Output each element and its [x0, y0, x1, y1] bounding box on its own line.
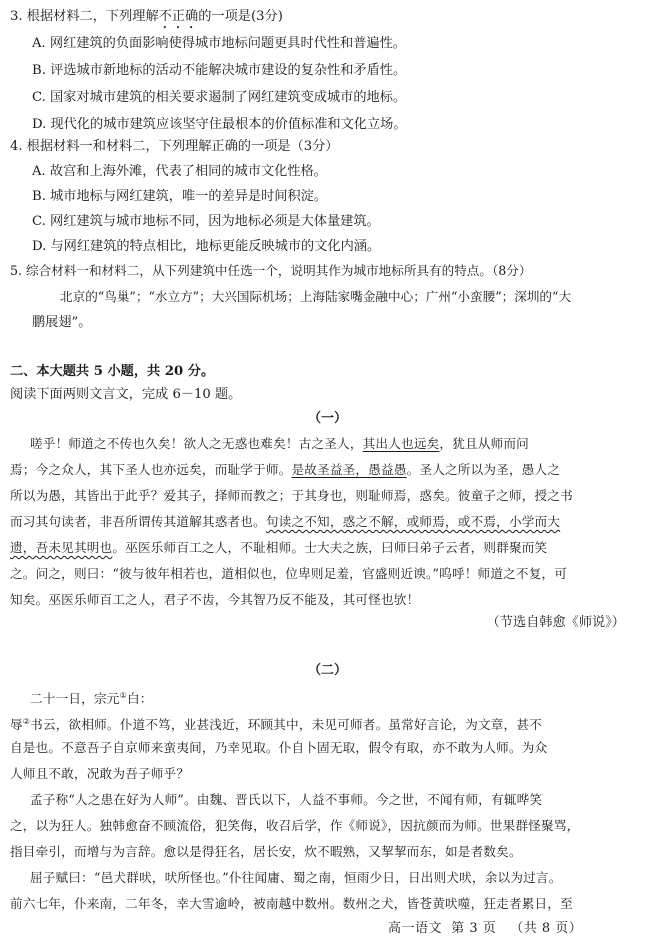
wavy-underlined-sentence: 遗，吾未见其明也 — [10, 540, 113, 555]
question-3-option-b: B. 评选城市新地标的活动不能解决城市建设的复杂性和矛盾性。 — [32, 63, 407, 78]
passage-2-line: 自是也。不意吾子自京师来蛮夷间，乃幸见取。仆自卜固无取，假令有取，亦不敢为人师。为众 — [10, 740, 548, 755]
footnote-marker: ① — [119, 691, 127, 700]
question-3-stem: 3. 根据材料二，下列理解不正确的一项是(3分) — [10, 9, 283, 24]
section-2-title: 二、本大题共 5 小题，共 20 分。 — [10, 364, 215, 379]
passage-1-line: 所以为愚，其皆出于此乎？爱其子，择师而教之；于其身也，则耻师焉，惑矣。彼童子之师，授之书 — [10, 488, 573, 503]
passage-1-line: 嗟乎！师道之不传也久矣！欲人之无惑也难矣！古之圣人，其出人也远矣，犹且从师而问 — [30, 436, 529, 451]
question-4-option-b: B. 城市地标与网红建筑，唯一的差异是时间积淀。 — [32, 189, 328, 204]
passage-1-line: 焉；今之众人，其下圣人也亦远矣，而耻学于师。是故圣益圣，愚益愚。圣人之所以为圣，愚人之 — [10, 462, 561, 477]
question-4-option-c: C. 网红建筑与城市地标不同，因为地标必须是大体量建筑。 — [32, 214, 380, 229]
underlined-sentence: 其出人也远矣 — [362, 436, 440, 451]
passage-2-line: 屈子赋曰：“邑犬群吠，吠所怪也。”仆往闻庸、蜀之南，恒雨少日，日出则犬吠，余以为过言。 — [30, 870, 562, 885]
passage-2-heading: （二） — [308, 663, 347, 678]
passage-1-line: 遗，吾未见其明也。巫医乐师百工之人，不耻相师。士大夫之族，曰师曰弟子云者，则群聚而笑 — [10, 540, 548, 555]
passage-1-heading: （一） — [308, 411, 347, 426]
page-footer: 高一语文 第 3 页 （共 8 页） — [388, 921, 583, 936]
passage-2-line: 人师且不敢，况敢为吾子师乎？ — [10, 766, 190, 781]
emphasis-not-correct: 不正确 — [158, 9, 199, 24]
passage-2-line: 之，以为狂人。独韩愈奋不顾流俗，犯笑侮，收召后学，作《师说》，因抗颜而为师。世果群怪聚骂， — [10, 818, 580, 833]
section-2-instruction: 阅读下面两则文言文，完成 6－10 题。 — [10, 387, 242, 402]
question-4-option-a: A. 故宫和上海外滩，代表了相同的城市文化性格。 — [32, 164, 327, 179]
passage-2-line: 孟子称“人之患在好为人师”。由魏、晋氏以下，人益不事师。今之世，不闻有师，有辄哗笑 — [30, 792, 543, 807]
underlined-sentence: 是故圣益圣，愚益愚 — [291, 462, 407, 477]
question-3-option-a: A. 网红建筑的负面影响使得城市地标问题更具时代性和普遍性。 — [32, 36, 406, 51]
passage-1-source: （节选自韩愈《师说》） — [486, 615, 625, 630]
passage-1-line: 而习其句读者，非吾所谓传其道解其惑者也。句读之不知，惑之不解，或师焉，或不焉，小学而大 — [10, 514, 561, 529]
footnote-marker: ② — [22, 717, 31, 726]
question-5-building-list: 北京的“鸟巢”；“水立方”；大兴国际机场；上海陆家嘴金融中心；广州“小蛮腰”；深圳的“大 — [60, 289, 572, 304]
passage-2-line: 二十一日，宗元①白： — [30, 691, 153, 707]
wavy-underlined-sentence: 句读之不知，惑之不解，或师焉，或不焉，小学而大 — [265, 514, 561, 529]
question-4-option-d: D. 与网红建筑的特点相比，地标更能反映城市的文化内涵。 — [32, 239, 381, 254]
question-5-building-list-cont: 鹏展翅”。 — [32, 315, 92, 330]
passage-2-line: 辱②书云，欲相师。仆道不笃，业甚浅近，环顾其中，未见可师者。虽常好言论，为文章，甚不 — [10, 717, 542, 733]
question-4-stem: 4. 根据材料一和材料二，下列理解正确的一项是（3分） — [10, 139, 339, 154]
question-5-stem: 5. 综合材料一和材料二，从下列建筑中任选一个，说明其作为城市地标所具有的特点。（8分） — [10, 263, 532, 278]
passage-1-line: 知矣。巫医乐师百工之人，君子不齿，今其智乃反不能及，其可怪也欤！ — [10, 592, 420, 607]
question-3-option-d: D. 现代化的城市建筑应该坚守住最根本的价值标准和文化立场。 — [32, 117, 407, 132]
passage-2-line: 指目牵引，而增与为言辞。愈以是得狂名，居长安，炊不暇熟，又挈挈而东，如是者数矣。 — [10, 844, 522, 859]
passage-2-line: 前六七年，仆来南，二年冬，幸大雪逾岭，被南越中数州。数州之犬，皆苍黄吠噬，狂走者累日，至 — [10, 896, 573, 911]
question-3-option-c: C. 国家对城市建筑的相关要求遏制了网红建筑变成城市的地标。 — [32, 90, 407, 105]
passage-1-line: 之。问之，则曰：“彼与彼年相若也，道相似也，位卑则足羞，官盛则近谀。”呜呼！师道之不复，可 — [10, 566, 568, 581]
